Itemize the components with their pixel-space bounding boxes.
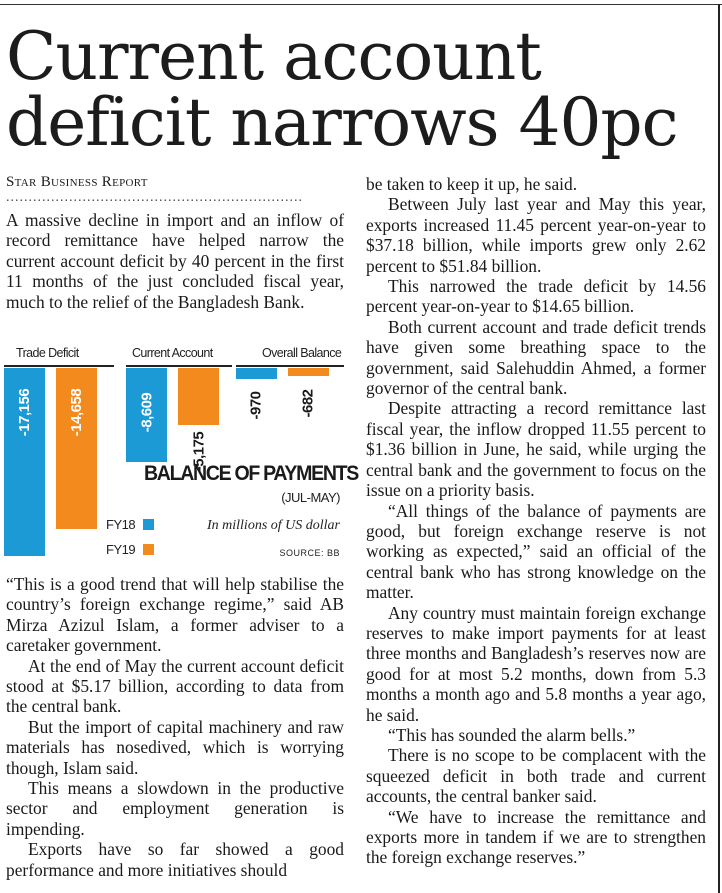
paragraph: This narrowed the trade deficit by 14.56 percent year-on-year to $14.65 billion. <box>366 276 706 317</box>
paragraph: Despite attracting a record remittance last fiscal year, the inflow dropped 11.55 percent to $1.36 billion in June, he said, while urging the central bank and the government to focus on the issue on a priority basis. <box>366 398 706 501</box>
chart-source: SOURCE: BB <box>279 548 340 558</box>
bar-value-label: -682 <box>300 388 317 418</box>
bar-value-label: -5,175 <box>189 431 207 472</box>
legend-swatch <box>143 519 154 530</box>
chart-title: BALANCE OF PAYMENTS <box>144 462 358 485</box>
paragraph: At the end of May the current account deficit stood at $5.17 billion, according to data from the central bank. <box>6 655 344 717</box>
legend-label: FY18 <box>106 517 136 532</box>
column-1-top <box>6 210 344 312</box>
legend-label: FY19 <box>106 542 136 557</box>
paragraph: “This is a good trend that will help stabilise the country’s foreign exchange regime,” said AB Mirza Azizul Islam, a former adviser to a caretaker government. <box>6 574 344 656</box>
chart-units: In millions of US dollar <box>206 518 340 533</box>
bar-value-label: -17,156 <box>16 388 33 436</box>
category-label: Trade Deficit <box>16 346 79 360</box>
right-rule <box>718 4 720 893</box>
paragraph: be taken to keep it up, he said. <box>366 174 578 194</box>
bar-fy18-2 <box>236 368 277 379</box>
balance-of-payments-chart <box>4 344 358 562</box>
category-underline <box>4 365 114 367</box>
paragraph: But the import of capital machinery and raw materials has nosedived, which is worrying though, Islam said. <box>6 716 344 778</box>
paragraph: “This has sounded the alarm bells.” <box>388 724 636 745</box>
paragraph: Between July last year and May this year, exports increased 11.45 percent year-on-year to $37.18 billion, while imports grew only 2.62 percent to $51.84 billion. <box>366 194 706 276</box>
legend-fy18 <box>106 517 154 532</box>
bar-fy19-2 <box>288 368 329 376</box>
bar-value-label: -970 <box>248 391 265 420</box>
headline: Current account deficit narrows 40pc <box>6 18 678 161</box>
paragraph: “We have to increase the remittance and exports more in tandem if we are to strengthen the foreign exchange reserves.” <box>366 806 706 868</box>
paragraph: Any country must maintain foreign exchange reserves to make import payments for at least three months and Bangladesh’s reserves now are good for at most 5.2 months, down from 5.3 months a month ago and 5.8 months a year ago, he said. <box>366 602 706 725</box>
paragraph: There is no scope to be complacent with the squeezed deficit in both trade and current accounts, the central banker said. <box>366 745 706 807</box>
bar-value-label: -14,658 <box>68 388 85 436</box>
column-2 <box>366 174 706 868</box>
legend-fy19 <box>106 542 154 557</box>
bar-fy19-1 <box>178 368 219 425</box>
column-1-bottom <box>6 574 344 880</box>
byline: Star Business Report <box>6 174 148 190</box>
chart-subtitle: (JUL-MAY) <box>281 490 340 505</box>
category-underline <box>126 365 232 367</box>
paragraph: “All things of the balance of payments are good, but foreign exchange reserve is not working as expected,” said an official of the central bank who has strong knowledge on the matter. <box>366 500 706 603</box>
category-label: Overall Balance <box>262 346 342 360</box>
category-underline <box>236 365 344 367</box>
paragraph: A massive decline in import and an inflow of record remittance have helped narrow the current account deficit by 40 percent in the first 11 months of the just concluded fiscal year, much to the relief of the Bangladesh Bank. <box>6 210 344 312</box>
bar-value-label: -8,609 <box>137 392 155 432</box>
legend-swatch <box>143 544 154 555</box>
paragraph: Exports have so far showed a good performance and more initiatives should <box>6 839 344 880</box>
top-rule <box>0 4 722 5</box>
paragraph: Both current account and trade deficit trends have given some breathing space to the government, said Salehuddin Ahmed, a former governor of the central bank. <box>366 316 706 399</box>
byline-separator: .................................................................. <box>6 190 303 205</box>
category-label: Current Account <box>132 346 213 360</box>
paragraph: This means a slowdown in the productive sector and employment generation is impending. <box>6 778 344 839</box>
